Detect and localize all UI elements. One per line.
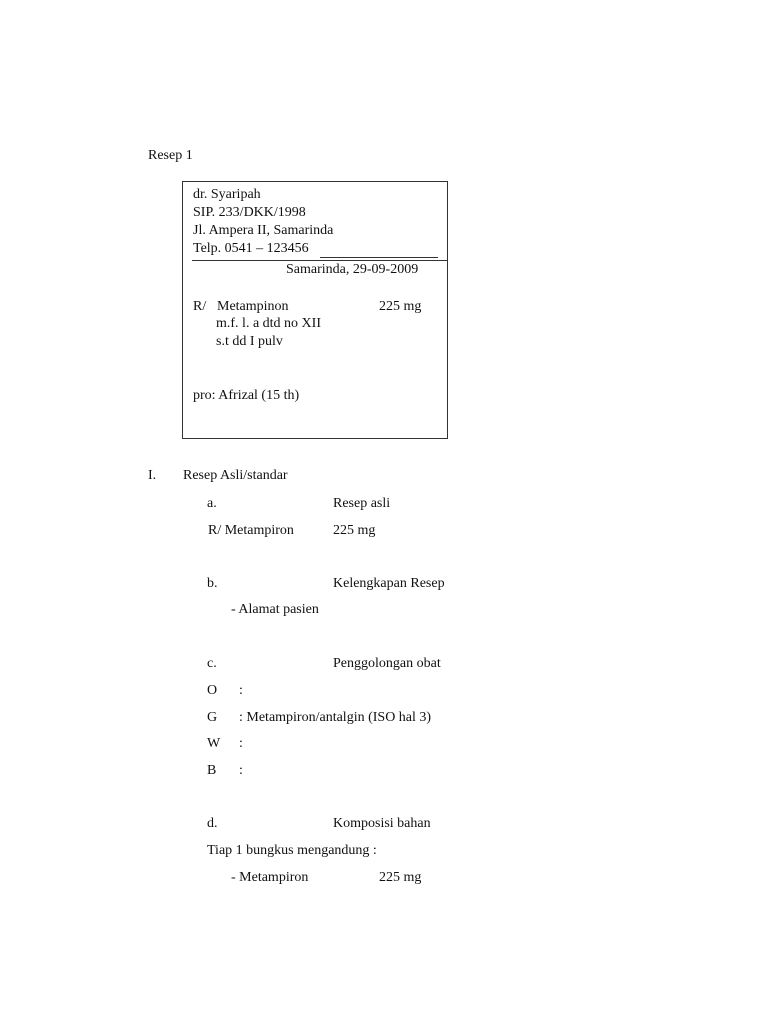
- item-c-letter: c.: [207, 656, 217, 671]
- doctor-address: Jl. Ampera II, Samarinda: [193, 223, 334, 238]
- class-label-b: B: [207, 763, 217, 778]
- doctor-sip: SIP. 233/DKK/1998: [193, 205, 306, 220]
- item-d-heading: Komposisi bahan: [333, 816, 431, 831]
- item-c-heading: Penggolongan obat: [333, 656, 441, 671]
- document-title: Resep 1: [148, 148, 193, 163]
- class-value-b: :: [239, 763, 243, 778]
- class-label-w: W: [207, 736, 221, 751]
- header-divider: [192, 260, 448, 261]
- instruction-1: m.f. l. a dtd no XII: [216, 316, 321, 331]
- section-title: Resep Asli/standar: [183, 468, 288, 483]
- item-d-letter: d.: [207, 816, 218, 831]
- class-value-w: :: [239, 736, 243, 751]
- section-number: I.: [148, 468, 157, 483]
- item-a-dose: 225 mg: [333, 523, 376, 538]
- drug-dose: 225 mg: [379, 299, 422, 314]
- class-value-g: : Metampiron/antalgin (ISO hal 3): [239, 710, 432, 725]
- item-b-letter: b.: [207, 576, 218, 591]
- item-a-heading: Resep asli: [333, 496, 391, 511]
- class-label-o: O: [207, 683, 218, 698]
- header-underline: [320, 257, 438, 258]
- patient-line: pro: Afrizal (15 th): [193, 388, 300, 403]
- class-value-o: :: [239, 683, 243, 698]
- place-date: Samarinda, 29-09-2009: [286, 262, 419, 277]
- item-b-entry: - Alamat pasien: [231, 602, 319, 617]
- item-d-intro: Tiap 1 bungkus mengandung :: [207, 843, 377, 858]
- doctor-phone: Telp. 0541 – 123456: [193, 241, 309, 256]
- class-label-g: G: [207, 710, 218, 725]
- item-b-heading: Kelengkapan Resep: [333, 576, 445, 591]
- item-d-drug: - Metampiron: [231, 870, 309, 885]
- drug-name: Metampinon: [217, 299, 289, 314]
- item-d-dose: 225 mg: [379, 870, 422, 885]
- item-a-letter: a.: [207, 496, 217, 511]
- doctor-name: dr. Syaripah: [193, 187, 261, 202]
- recipe-symbol: R/: [193, 299, 207, 314]
- item-a-drug: R/ Metampiron: [208, 523, 294, 538]
- instruction-2: s.t dd I pulv: [216, 334, 283, 349]
